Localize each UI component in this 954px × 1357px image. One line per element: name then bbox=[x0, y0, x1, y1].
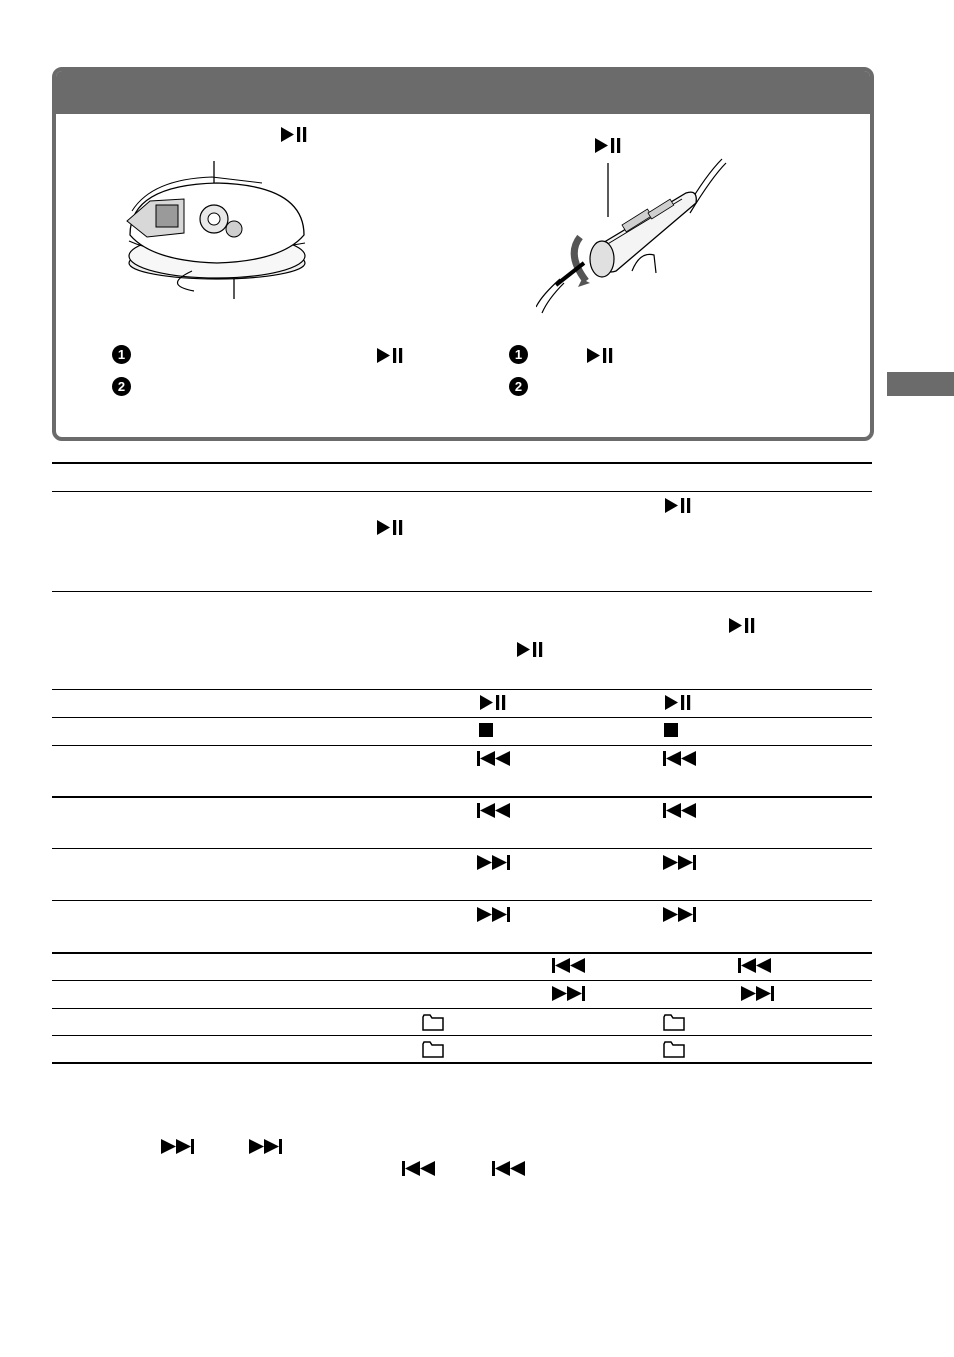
next-track-icon bbox=[741, 986, 776, 1001]
instruction-panel bbox=[52, 67, 874, 441]
play-pause-icon bbox=[479, 694, 507, 711]
previous-track-icon bbox=[663, 751, 698, 766]
table-row-divider bbox=[52, 848, 872, 849]
play-pause-icon bbox=[594, 137, 622, 154]
step-number: 2 bbox=[112, 377, 131, 396]
remote-control-illustration bbox=[536, 155, 776, 315]
previous-track-icon bbox=[492, 1161, 527, 1176]
folder-icon bbox=[422, 1014, 444, 1031]
next-track-icon bbox=[249, 1139, 284, 1154]
previous-track-icon bbox=[402, 1161, 437, 1176]
step-number: 1 bbox=[509, 345, 528, 364]
table-row-divider bbox=[52, 689, 872, 690]
previous-track-icon bbox=[663, 803, 698, 818]
previous-track-icon bbox=[552, 958, 587, 973]
play-pause-icon bbox=[664, 497, 692, 514]
table-top-rule bbox=[52, 462, 872, 464]
table-row-divider bbox=[52, 1008, 872, 1009]
table-row-divider bbox=[52, 900, 872, 901]
table-row-divider bbox=[52, 1035, 872, 1036]
stop-icon bbox=[664, 723, 678, 737]
play-pause-icon bbox=[376, 519, 404, 536]
table-bottom-rule bbox=[52, 1062, 872, 1064]
table-row-divider bbox=[52, 796, 872, 798]
panel-header-bar bbox=[56, 71, 870, 114]
previous-track-icon bbox=[477, 803, 512, 818]
table-row-divider bbox=[52, 491, 872, 492]
table-row-divider bbox=[52, 980, 872, 981]
next-track-icon bbox=[552, 986, 587, 1001]
previous-track-icon bbox=[477, 751, 512, 766]
previous-track-icon bbox=[738, 958, 773, 973]
play-pause-icon bbox=[586, 347, 614, 364]
table-row-divider bbox=[52, 591, 872, 592]
cd-player-illustration bbox=[122, 153, 322, 303]
stop-icon bbox=[479, 723, 493, 737]
play-pause-icon bbox=[664, 694, 692, 711]
table-row-divider bbox=[52, 717, 872, 718]
play-pause-icon bbox=[516, 641, 544, 658]
step-number: 1 bbox=[112, 345, 131, 364]
next-track-icon bbox=[663, 907, 698, 922]
play-pause-icon bbox=[376, 347, 404, 364]
next-track-icon bbox=[477, 907, 512, 922]
folder-icon bbox=[663, 1014, 685, 1031]
next-track-icon bbox=[477, 855, 512, 870]
next-track-icon bbox=[663, 855, 698, 870]
step-number: 2 bbox=[509, 377, 528, 396]
play-pause-icon bbox=[280, 126, 308, 143]
table-row-divider bbox=[52, 952, 872, 954]
next-track-icon bbox=[161, 1139, 196, 1154]
play-pause-icon bbox=[728, 617, 756, 634]
folder-icon bbox=[663, 1041, 685, 1058]
section-side-tab bbox=[887, 372, 954, 396]
folder-icon bbox=[422, 1041, 444, 1058]
table-row-divider bbox=[52, 745, 872, 746]
